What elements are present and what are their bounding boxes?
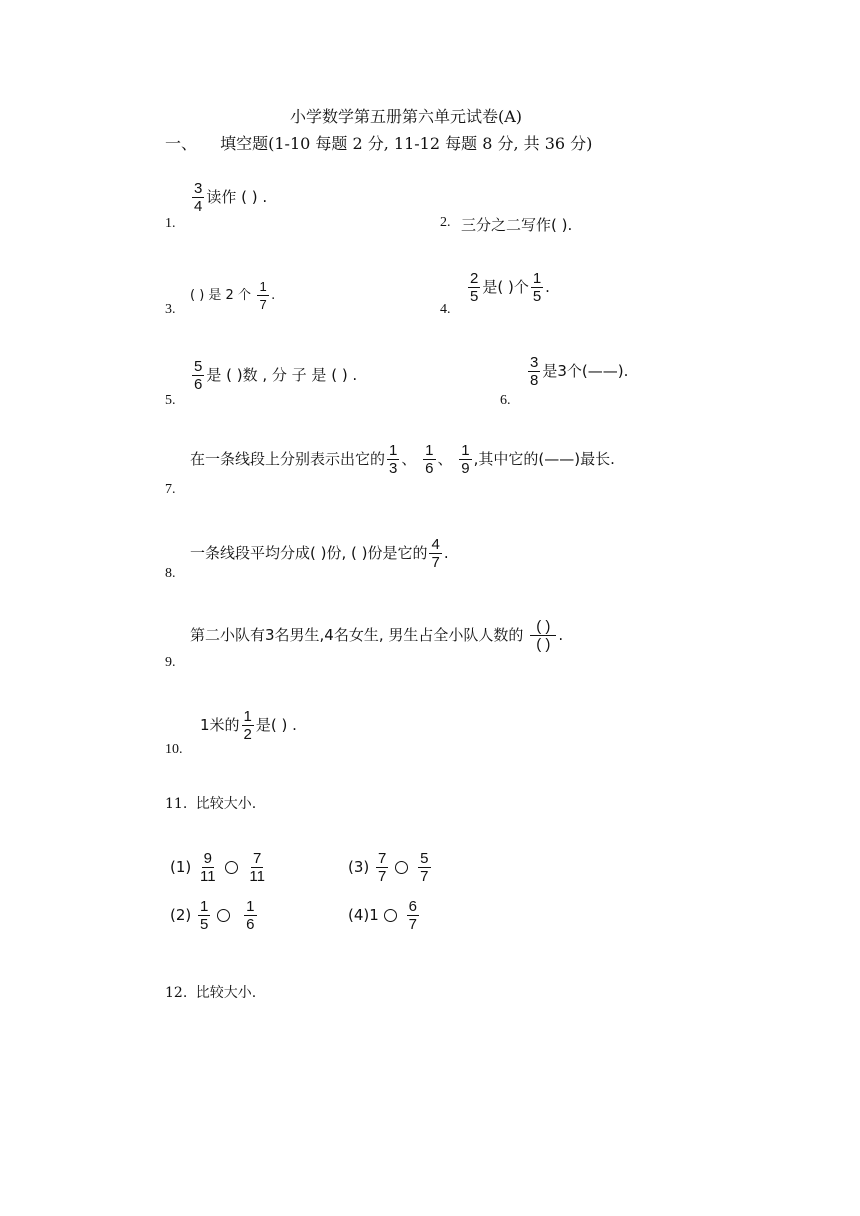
question-1 <box>190 180 267 215</box>
question-text: 是 ( )数 , 分 子 是 ( ) . <box>206 366 358 384</box>
fraction: $\frac{1}{6}$ <box>425 442 434 477</box>
fraction: $\frac{3}{4}$ <box>194 180 203 215</box>
question-2: 三分之二写作( ). <box>461 216 573 234</box>
question-6 <box>526 354 628 389</box>
fraction: $\frac{4}{7}$ <box>431 536 440 571</box>
question-3 <box>190 278 275 313</box>
section-heading <box>165 131 592 154</box>
question-text: 读作 ( ) . <box>206 188 268 206</box>
fraction: $\frac{9}{11}$ <box>200 850 216 885</box>
question-7 <box>190 442 615 477</box>
fraction: $\frac{5}{6}$ <box>194 358 203 393</box>
fraction: $\frac{1}{9}$ <box>461 442 470 477</box>
separator: 、 <box>401 450 417 468</box>
period: . <box>271 288 276 303</box>
comparison-circle[interactable] <box>384 909 397 922</box>
question-number: 12. <box>165 985 188 1001</box>
item-label: (3) <box>348 858 370 876</box>
question-number: 6. <box>500 393 511 408</box>
fraction: $\frac{3}{8}$ <box>530 354 539 389</box>
period: . <box>443 544 449 562</box>
question-number: 3. <box>165 302 176 317</box>
fraction: $\frac{6}{7}$ <box>408 898 417 933</box>
question-4 <box>466 270 550 305</box>
question-number: 4. <box>440 302 451 317</box>
item-label: (4) <box>348 906 370 924</box>
period: . <box>558 626 564 644</box>
fraction: $\frac{5}{7}$ <box>420 850 429 885</box>
question-number: 9. <box>165 655 176 670</box>
question-9 <box>190 618 563 653</box>
question-number: 1. <box>165 216 176 231</box>
fraction: $\frac{2}{5}$ <box>470 270 479 305</box>
question-number: 11. <box>165 796 188 812</box>
section-index: 一、 <box>165 134 198 153</box>
question-number: 7. <box>165 482 176 497</box>
question-number: 10. <box>165 742 183 757</box>
fraction: $\frac{1}{2}$ <box>243 708 252 743</box>
question-text: 是3个(——). <box>542 362 629 380</box>
fraction: $\frac{7}{7}$ <box>378 850 387 885</box>
fraction: $\frac{1}{6}$ <box>246 898 255 933</box>
comparison-circle[interactable] <box>225 861 238 874</box>
question-5 <box>190 358 357 393</box>
question-number: 8. <box>165 566 176 581</box>
fraction: $\frac{1}{5}$ <box>200 898 209 933</box>
compare-item-2 <box>170 898 259 933</box>
section-title: 填空题(1-10 每题 2 分, 11-12 每题 8 分, 共 36 分) <box>220 134 593 153</box>
question-text: 在一条线段上分别表示出它的 <box>190 450 386 468</box>
question-text: 1米的 <box>200 716 240 734</box>
question-text: ,其中它的(——)最长. <box>473 450 615 468</box>
period: . <box>545 278 550 296</box>
question-text: 一条线段平均分成( )份, ( )份是它的 <box>190 544 428 562</box>
question-11 <box>165 793 256 813</box>
item-label: (2) <box>170 906 192 924</box>
compare-item-3 <box>348 850 433 885</box>
question-text: 比较大小. <box>195 985 257 1001</box>
question-number: 2. <box>440 215 451 230</box>
item-label: (1) <box>170 858 192 876</box>
fraction: $\frac{1}{7}$ <box>257 278 269 313</box>
question-text: 是( )个 <box>482 278 529 296</box>
comparison-circle[interactable] <box>217 909 230 922</box>
fraction: $\frac{1}{3}$ <box>389 442 398 477</box>
comparison-circle[interactable] <box>395 861 408 874</box>
question-8 <box>190 536 449 571</box>
page-title: 小学数学第五册第六单元试卷(A) <box>290 107 523 126</box>
question-text: 比较大小. <box>195 796 257 812</box>
fraction: $\frac{( )}{( )}$ <box>530 618 556 653</box>
compare-item-4 <box>348 898 421 933</box>
question-12 <box>165 982 256 1002</box>
compare-item-1 <box>170 850 269 885</box>
question-number: 5. <box>165 393 176 408</box>
fraction: $\frac{1}{5}$ <box>532 270 542 305</box>
fraction: $\frac{7}{11}$ <box>249 850 265 885</box>
question-10 <box>200 708 297 743</box>
question-text: 第二小队有3名男生,4名女生, 男生占全小队人数的 <box>190 626 524 644</box>
whole-number: 1 <box>369 906 379 924</box>
question-text: 是( ) . <box>255 716 297 734</box>
question-text: ( ) 是 2 个 <box>190 288 251 303</box>
separator: 、 <box>437 450 453 468</box>
